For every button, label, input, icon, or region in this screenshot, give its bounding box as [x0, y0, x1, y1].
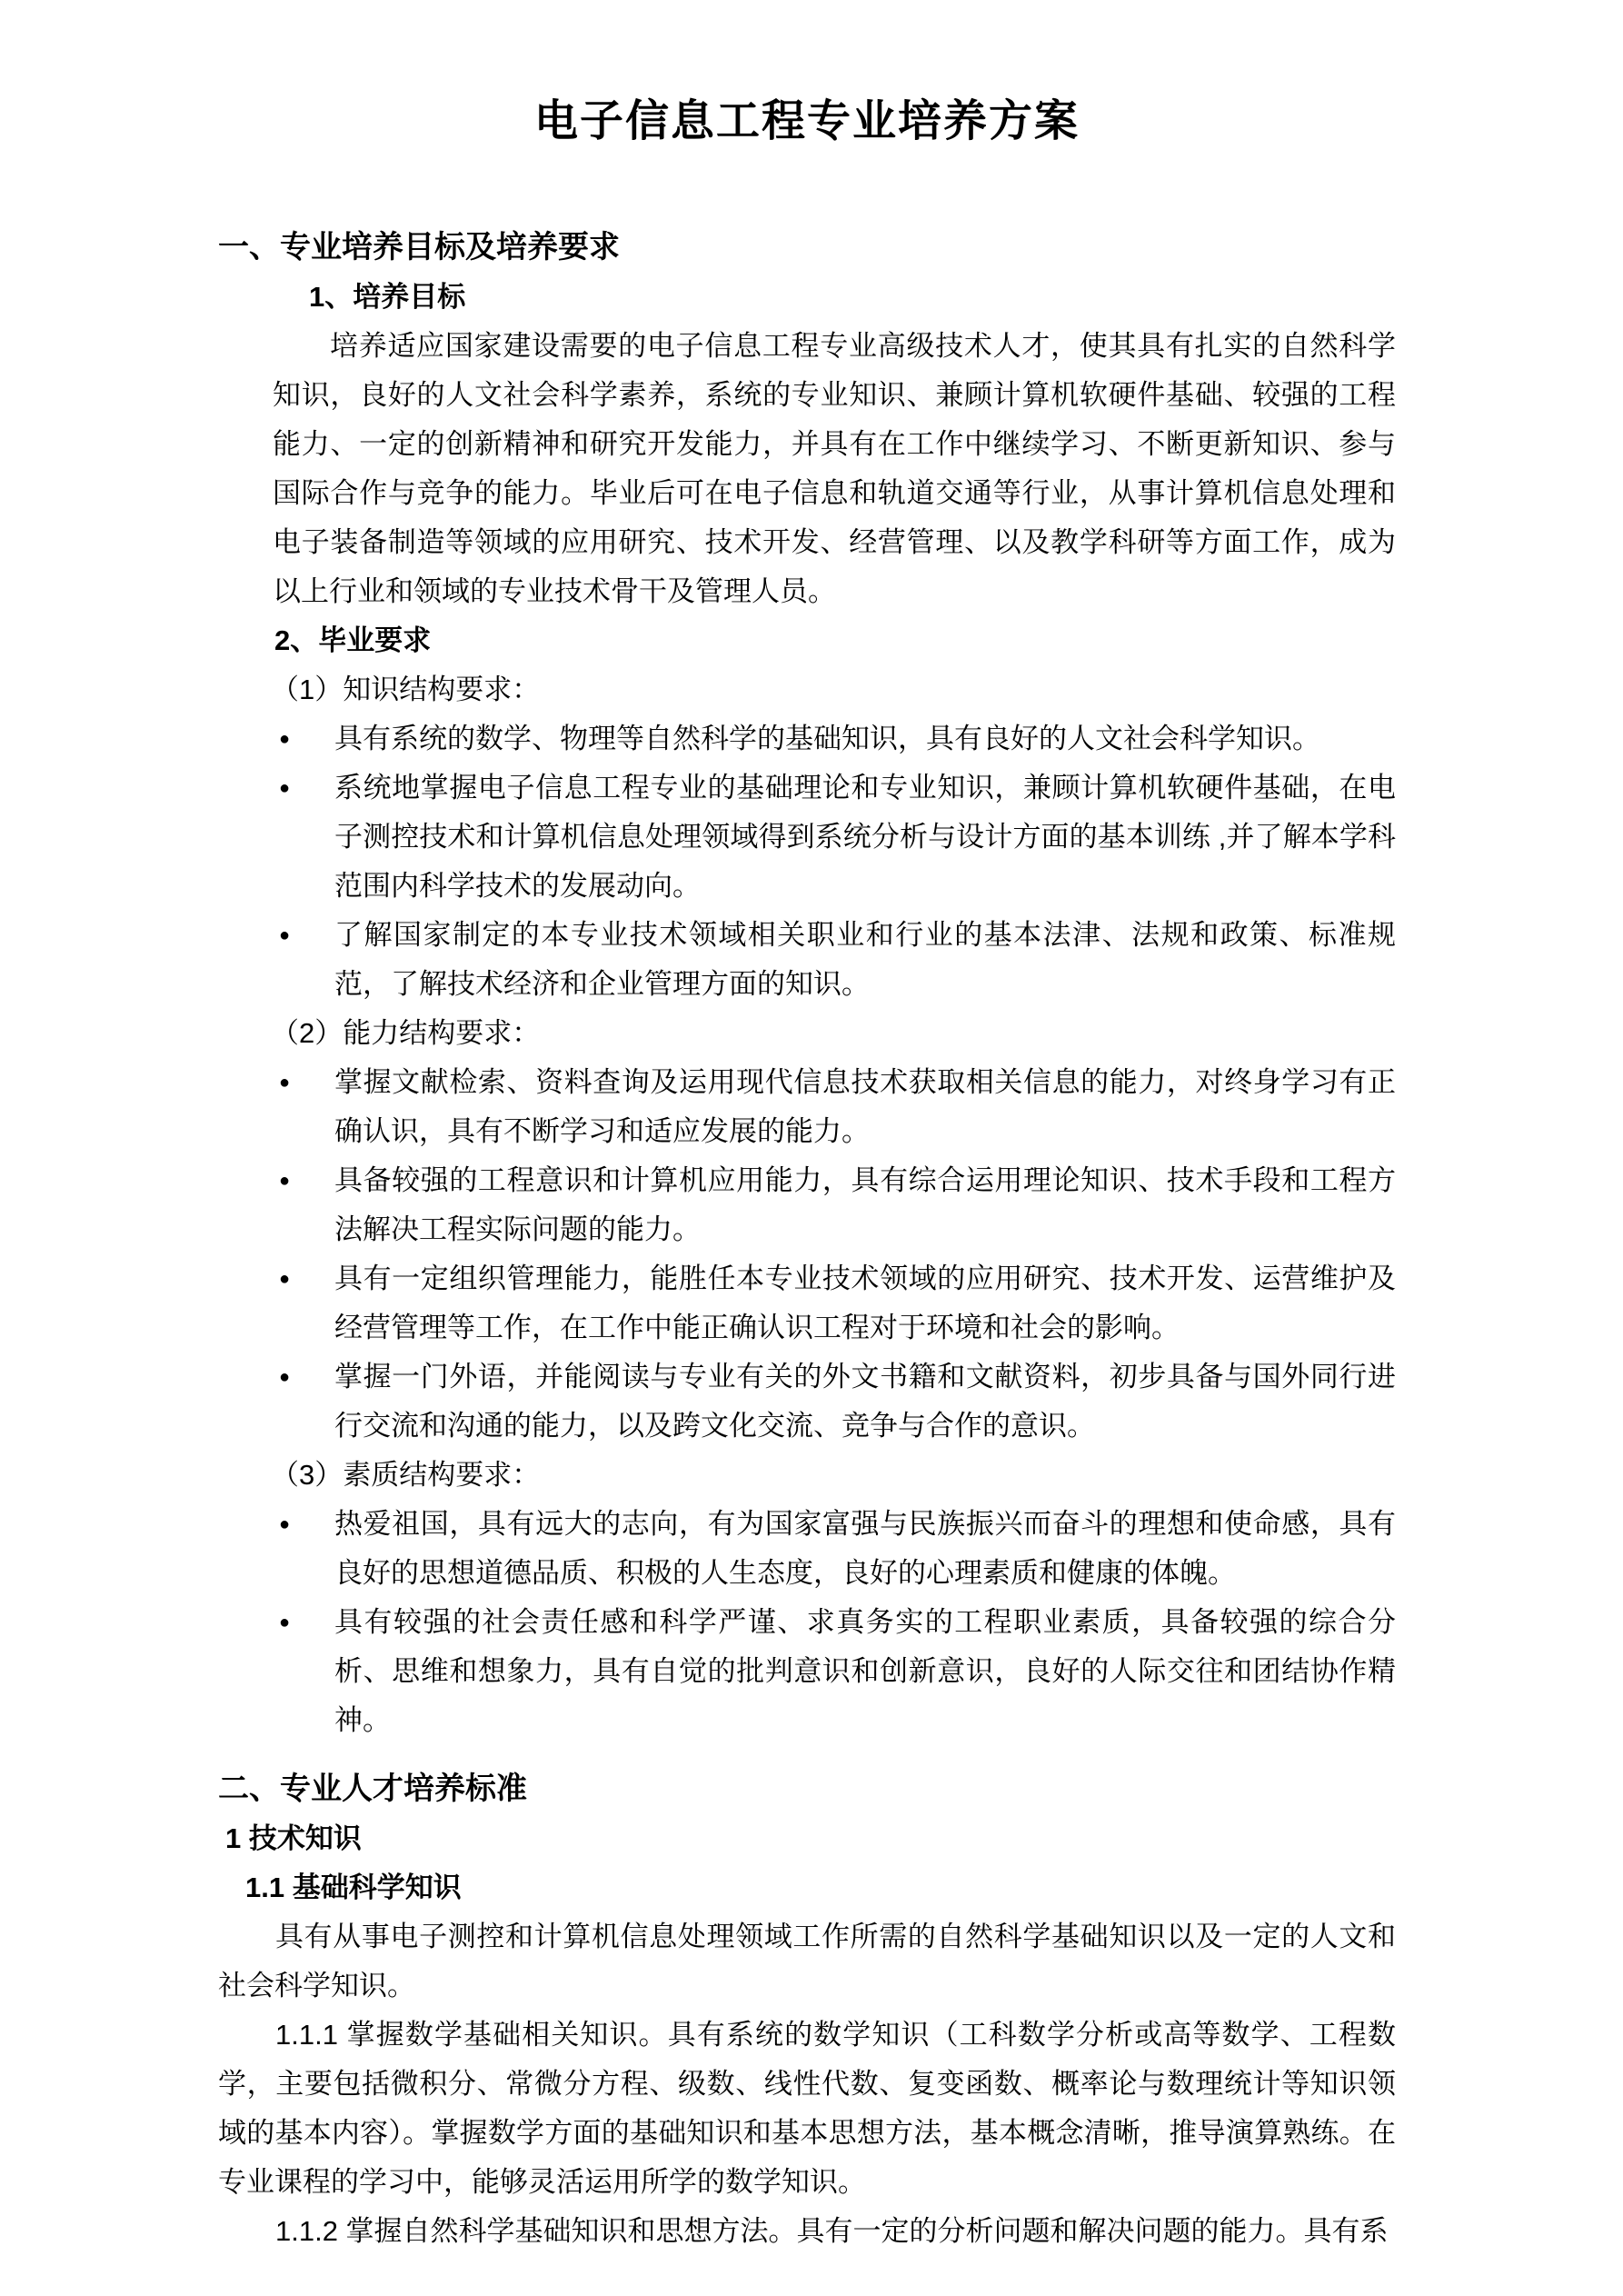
bullet-text: 具有较强的社会责任感和科学严谨、求真务实的工程职业素质，具备较强的综合分析、思维和想象力，具有自觉的批判意识和创新意识，良好的人际交往和团结协作精神。 [334, 1606, 1396, 1736]
item-111-paragraph: 1.1.1 掌握数学基础相关知识。具有系统的数学知识（工科数学分析或高等数学、工程数学，主要包括微积分、常微分方程、级数、线性代数、复变函数、概率论与数理统计等知识领域的基本内容）。掌握数学方面的基础知识和基本思想方法，基本概念清晰，推导演算熟练。在专业课程的学习中，能够灵活运用所学的数学知识。 [218, 2019, 1396, 2198]
list-item [218, 1500, 1396, 1598]
bullet-icon: ● [279, 925, 291, 945]
ability-group-label: （2）能力结构要求： [271, 1017, 541, 1049]
basic-science-heading: 1.1 基础科学知识 [245, 1872, 462, 1903]
bullet-text: 热爱祖国，具有远大的志向，有为国家富强与民族振兴而奋斗的理想和使命感，具有良好的思想道德品质、积极的人生态度，良好的心理素质和健康的体魄。 [334, 1508, 1396, 1589]
goal-paragraph: 培养适应国家建设需要的电子信息工程专业高级技术人才，使其具有扎实的自然科学知识，良好的人文社会科学素养，系统的专业知识、兼顾计算机软硬件基础、较强的工程能力、一定的创新精神和研究开发能力，并具有在工作中继续学习、不断更新知识、参与国际合作与竞争的能力。毕业后可在电子信息和轨道交通等行业，从事计算机信息处理和电子装备制造等领域的应用研究、技术开发、经营管理、以及教学科研等方面工作，成为以上行业和领域的专业技术骨干及管理人员。 [273, 330, 1396, 607]
bullet-icon: ● [279, 729, 291, 749]
goal-heading: 1、培养目标 [309, 281, 466, 313]
list-item [218, 911, 1396, 1009]
list-item [218, 714, 1396, 764]
list-item [218, 764, 1396, 911]
bullet-text: 具有一定组织管理能力，能胜任本专业技术领域的应用研究、技术开发、运营维护及经营管理等工作，在工作中能正确认识工程对于环境和社会的影响。 [334, 1263, 1396, 1343]
list-item [218, 1156, 1396, 1254]
bullet-icon: ● [279, 1171, 291, 1191]
bullet-text: 掌握文献检索、资料查询及运用现代信息技术获取相关信息的能力，对终身学习有正确认识，具有不断学习和适应发展的能力。 [334, 1066, 1396, 1147]
knowledge-group-label: （1）知识结构要求： [271, 674, 541, 705]
quality-bullet-list [218, 1500, 1396, 1745]
ability-bullet-list [218, 1058, 1396, 1451]
section-1-heading: 一、专业培养目标及培养要求 [218, 230, 620, 265]
bullet-icon: ● [279, 1367, 291, 1387]
bullet-text: 具备较强的工程意识和计算机应用能力，具有综合运用理论知识、技术手段和工程方法解决工程实际问题的能力。 [334, 1164, 1396, 1245]
bullet-text: 掌握一门外语，并能阅读与专业有关的外文书籍和文献资料，初步具备与国外同行进行交流和沟通的能力，以及跨文化交流、竞争与合作的意识。 [334, 1361, 1396, 1442]
basic-science-intro-paragraph: 具有从事电子测控和计算机信息处理领域工作所需的自然科学基础知识以及一定的人文和社会科学知识。 [218, 1921, 1396, 2002]
list-item [218, 1353, 1396, 1451]
item-112-paragraph: 1.1.2 掌握自然科学基础知识和思想方法。具有一定的分析问题和解决问题的能力。具有系 [275, 2215, 1389, 2247]
bullet-icon: ● [279, 1514, 291, 1534]
section-2-heading: 二、专业人才培养标准 [218, 1772, 527, 1806]
bullet-icon: ● [279, 1073, 291, 1093]
bullet-text: 具有系统的数学、物理等自然科学的基础知识，具有良好的人文社会科学知识。 [334, 723, 1320, 754]
bullet-icon: ● [279, 1269, 291, 1289]
knowledge-bullet-list [218, 714, 1396, 1009]
list-item [218, 1598, 1396, 1745]
graduation-heading: 2、毕业要求 [274, 624, 432, 656]
page-title: 电子信息工程专业培养方案 [533, 97, 1080, 145]
bullet-icon: ● [279, 778, 291, 798]
tech-knowledge-heading: 1 技术知识 [225, 1822, 362, 1854]
bullet-icon: ● [279, 1612, 291, 1632]
bullet-text: 了解国家制定的本专业技术领域相关职业和行业的基本法津、法规和政策、标准规范，了解技术经济和企业管理方面的知识。 [334, 919, 1396, 1000]
bullet-text: 系统地掌握电子信息工程专业的基础理论和专业知识，兼顾计算机软硬件基础，在电子测控技术和计算机信息处理领域得到系统分析与设计方面的基本训练 ,并了解本学科范围内科学技术的发展动向。 [334, 772, 1396, 902]
quality-group-label: （3）素质结构要求： [271, 1459, 541, 1491]
list-item [218, 1058, 1396, 1156]
list-item [218, 1254, 1396, 1353]
